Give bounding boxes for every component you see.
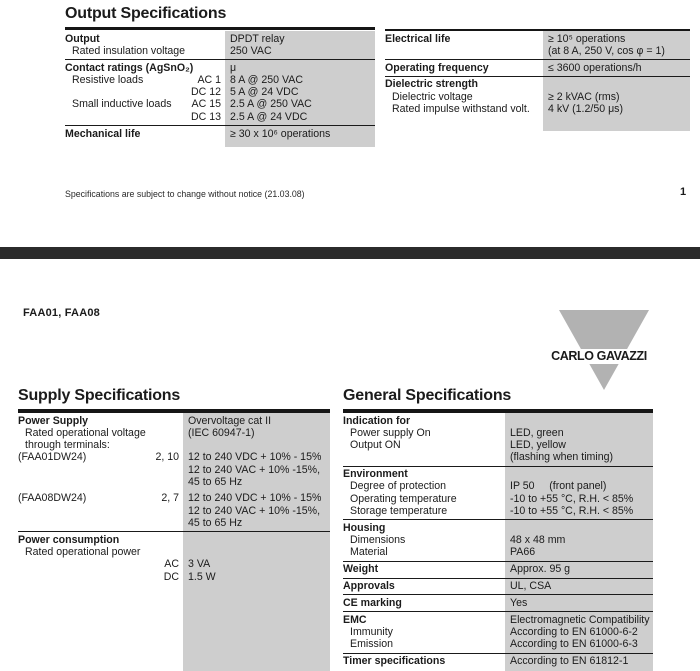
spec-row [343, 546, 653, 558]
spec-row [385, 45, 690, 57]
spec-row [343, 638, 653, 650]
table-body [65, 31, 375, 142]
spec-label-cell [18, 476, 183, 488]
spec-label-cell [343, 534, 505, 546]
spec-label: Dielectric strength [385, 78, 479, 91]
spec-section [385, 76, 690, 117]
spec-label: Timer specifications [343, 655, 446, 668]
spec-value: ≥ 30 x 10⁶ operations [230, 127, 331, 140]
spec-row [65, 62, 375, 74]
table-body [385, 31, 690, 117]
spec-value: (IEC 60947-1) [188, 426, 255, 439]
spec-label-cell [18, 571, 183, 583]
spec-label-cell [343, 614, 505, 626]
spec-value: DPDT relay [230, 32, 285, 45]
spec-row [18, 415, 330, 427]
spec-value: 1.5 W [188, 570, 216, 583]
spec-section [343, 466, 653, 520]
spec-value: ≥ 10⁵ operations [548, 32, 626, 45]
spec-value: PA66 [510, 546, 536, 559]
footer-disclaimer: Specifications are subject to change without notice (21.03.08) [65, 189, 305, 199]
spec-value: 12 to 240 VDC + 10% - 15% [188, 492, 322, 505]
spec-value: LED, green [510, 426, 564, 439]
spec-label: Power Supply [18, 414, 89, 427]
spec-row [385, 78, 690, 90]
spec-value: -10 to +55 °C, R.H. < 85% [510, 492, 634, 505]
spec-value: 5 A @ 24 VDC [230, 86, 299, 99]
spec-section [343, 578, 653, 595]
spec-label-cell [385, 33, 543, 45]
spec-label: Operating frequency [385, 61, 489, 74]
spec-row [18, 505, 330, 517]
spec-label-cell [18, 439, 183, 451]
spec-label-cell [385, 91, 543, 103]
spec-row [343, 439, 653, 451]
spec-label-cell [343, 626, 505, 638]
spec-value: 45 to 65 Hz [188, 475, 243, 488]
spec-row [18, 451, 330, 463]
spec-label: Rated insulation voltage [72, 44, 186, 57]
spec-row [18, 492, 330, 504]
spec-label-cell [385, 103, 543, 115]
spec-row [343, 493, 653, 505]
spec-label-cell [343, 638, 505, 650]
spec-terminal-code: 2, 7 [161, 492, 179, 505]
spec-section [343, 519, 653, 560]
spec-row [343, 580, 653, 592]
output-specifications-title: Output Specifications [65, 5, 375, 30]
spec-terminal-code: 2, 10 [155, 451, 179, 464]
spec-row [343, 427, 653, 439]
brand-name: CARLO GAVAZZI [551, 349, 647, 363]
spec-label-cell [65, 62, 225, 74]
spec-terminal-code: AC 15 [191, 98, 221, 111]
spec-label-cell [343, 493, 505, 505]
spec-label-cell [18, 534, 183, 546]
spec-row [65, 128, 375, 140]
spec-section [343, 653, 653, 670]
spec-label: Resistive loads [72, 73, 144, 86]
spec-label-cell [343, 580, 505, 592]
spec-row [343, 505, 653, 517]
spec-label-cell [385, 78, 543, 90]
spec-label: EMC [343, 613, 367, 626]
spec-value: μ [230, 61, 237, 74]
page-number: 1 [680, 186, 687, 198]
model-numbers: FAA01, FAA08 [23, 307, 100, 319]
spec-row [65, 86, 375, 98]
spec-label-cell [65, 33, 225, 45]
spec-label-cell [343, 480, 505, 492]
spec-label: Immunity [350, 625, 393, 638]
spec-label-cell [18, 505, 183, 517]
spec-label-cell [65, 74, 225, 86]
spec-row [385, 91, 690, 103]
spec-label-cell [18, 492, 183, 504]
spec-value [505, 468, 653, 480]
spec-value: According to EN 61812-1 [510, 655, 629, 668]
spec-label: Contact ratings (AgSnO₂) [65, 61, 194, 74]
spec-label: Electrical life [385, 32, 451, 45]
spec-row [385, 62, 690, 74]
spec-label-cell [343, 451, 505, 463]
spec-row [343, 468, 653, 480]
spec-label-cell [385, 62, 543, 74]
spec-value: (flashing when timing) [510, 451, 614, 464]
spec-label: through terminals: [25, 439, 110, 452]
spec-section [18, 531, 330, 585]
spec-value: Electromagnetic Compatibility [510, 613, 650, 626]
spec-label: Small inductive loads [72, 98, 172, 111]
spec-label-cell [343, 597, 505, 609]
spec-label: Storage temperature [350, 505, 448, 518]
spec-label: Mechanical life [65, 127, 141, 140]
spec-value: (at 8 A, 250 V, cos φ = 1) [548, 44, 665, 57]
spec-section [65, 125, 375, 142]
spec-value: ≤ 3600 operations/h [548, 61, 642, 74]
spec-section [65, 31, 375, 59]
spec-label: CE marking [343, 596, 402, 609]
spec-value: 45 to 65 Hz [188, 516, 243, 529]
spec-label: Emission [350, 638, 393, 651]
spec-row [65, 111, 375, 123]
spec-value: -10 to +55 °C, R.H. < 85% [510, 505, 634, 518]
spec-value: IP 50 (front panel) [510, 480, 607, 493]
spec-value: 48 x 48 mm [510, 534, 566, 547]
spec-label-cell [65, 128, 225, 140]
spec-label-cell [343, 427, 505, 439]
spec-label: Power supply On [350, 426, 431, 439]
spec-label: Rated impulse withstand volt. [392, 102, 530, 115]
spec-label: Output [65, 32, 100, 45]
spec-label: Degree of protection [350, 480, 446, 493]
spec-label: (FAA01DW24) [18, 451, 87, 464]
table-body [343, 413, 653, 669]
spec-row [343, 563, 653, 575]
spec-row [343, 534, 653, 546]
spec-terminal-code: DC 13 [190, 110, 221, 123]
spec-label: Operating temperature [350, 492, 457, 505]
spec-value: 12 to 240 VDC + 10% - 15% [188, 451, 322, 464]
spec-label-cell [65, 45, 225, 57]
spec-label-cell [18, 558, 183, 570]
general-specifications-title: General Specifications [343, 387, 653, 412]
spec-row [343, 655, 653, 667]
general-table [343, 411, 653, 671]
spec-row [343, 451, 653, 463]
spec-label-cell [385, 45, 543, 57]
spec-label-cell [343, 415, 505, 427]
spec-row [65, 98, 375, 110]
spec-row [385, 33, 690, 45]
spec-label-cell [18, 517, 183, 529]
spec-label: Dimensions [350, 534, 406, 547]
output-left-table [65, 31, 375, 147]
spec-value: 250 VAC [230, 44, 272, 57]
spec-value: Overvoltage cat II [188, 414, 272, 427]
spec-label: Weight [343, 563, 379, 576]
spec-row [343, 626, 653, 638]
spec-section [385, 59, 690, 76]
spec-row [18, 546, 330, 558]
spec-row [18, 571, 330, 583]
spec-row [18, 534, 330, 546]
supply-table [18, 411, 330, 671]
spec-terminal-code: AC 1 [197, 73, 221, 86]
spec-value: ≥ 2 kVAC (rms) [548, 90, 620, 103]
spec-label-cell [343, 655, 505, 667]
spec-label: Approvals [343, 580, 395, 593]
spec-row [343, 480, 653, 492]
table-body [18, 413, 330, 585]
spec-label: Power consumption [18, 533, 120, 546]
spec-label: Indication for [343, 414, 411, 427]
spec-label: (FAA08DW24) [18, 492, 87, 505]
carlo-gavazzi-logo [538, 310, 660, 392]
spec-value: 12 to 240 VAC + 10% -15%, [188, 463, 321, 476]
spec-value: 2.5 A @ 250 VAC [230, 98, 312, 111]
spec-label-cell [65, 111, 225, 123]
spec-label-cell [65, 86, 225, 98]
spec-value: UL, CSA [510, 580, 552, 593]
spec-value: 8 A @ 250 VAC [230, 73, 303, 86]
spec-row [65, 74, 375, 86]
spec-row [385, 103, 690, 115]
spec-row [65, 33, 375, 45]
spec-terminal-code: AC [164, 558, 179, 571]
spec-value: According to EN 61000-6-3 [510, 638, 638, 651]
spec-terminal-code: DC 12 [190, 86, 221, 99]
spec-value [183, 534, 330, 546]
spec-label-cell [18, 451, 183, 463]
spec-row [343, 614, 653, 626]
spec-label-cell [18, 415, 183, 427]
spec-row [18, 439, 330, 451]
spec-label: Material [350, 546, 388, 559]
spec-section [343, 594, 653, 611]
spec-label: Rated operational power [25, 545, 141, 558]
spec-row [18, 427, 330, 439]
spec-value: According to EN 61000-6-2 [510, 625, 638, 638]
spec-value: 3 VA [188, 558, 211, 571]
spec-label: Environment [343, 468, 408, 481]
spec-label-cell [343, 522, 505, 534]
spec-value: Yes [510, 596, 528, 609]
spec-value: 12 to 240 VAC + 10% -15%, [188, 504, 321, 517]
spec-row [343, 597, 653, 609]
spec-row [18, 464, 330, 476]
spec-label-cell [65, 98, 225, 110]
spec-label-cell [18, 464, 183, 476]
output-right-table [385, 29, 690, 131]
spec-value: 4 kV (1.2/50 μs) [548, 102, 623, 115]
spec-label: Dielectric voltage [392, 90, 473, 103]
spec-label-cell [343, 563, 505, 575]
page-divider-band [0, 247, 700, 259]
spec-row [65, 45, 375, 57]
spec-label-cell [343, 505, 505, 517]
spec-label: Rated operational voltage [25, 426, 146, 439]
spec-section [343, 413, 653, 466]
supply-specifications-title: Supply Specifications [18, 387, 330, 412]
spec-label-cell [18, 546, 183, 558]
spec-value: Approx. 95 g [510, 563, 571, 576]
spec-value: LED, yellow [510, 439, 566, 452]
spec-row [343, 415, 653, 427]
spec-label: Housing [343, 521, 386, 534]
spec-row [18, 476, 330, 488]
spec-value: 2.5 A @ 24 VDC [230, 110, 308, 123]
spec-value [505, 415, 653, 427]
spec-value [183, 439, 330, 451]
spec-row [18, 558, 330, 570]
spec-section [18, 413, 330, 531]
spec-value [543, 78, 690, 90]
spec-label-cell [343, 546, 505, 558]
spec-section [385, 31, 690, 59]
spec-terminal-code: DC [163, 570, 179, 583]
spec-label-cell [343, 439, 505, 451]
spec-section [65, 59, 375, 125]
spec-section [343, 561, 653, 578]
spec-label-cell [18, 427, 183, 439]
spec-value [505, 522, 653, 534]
spec-value [183, 546, 330, 558]
spec-section [343, 611, 653, 652]
spec-label: Output ON [350, 439, 401, 452]
spec-row [343, 522, 653, 534]
spec-label-cell [343, 468, 505, 480]
spec-row [18, 517, 330, 529]
